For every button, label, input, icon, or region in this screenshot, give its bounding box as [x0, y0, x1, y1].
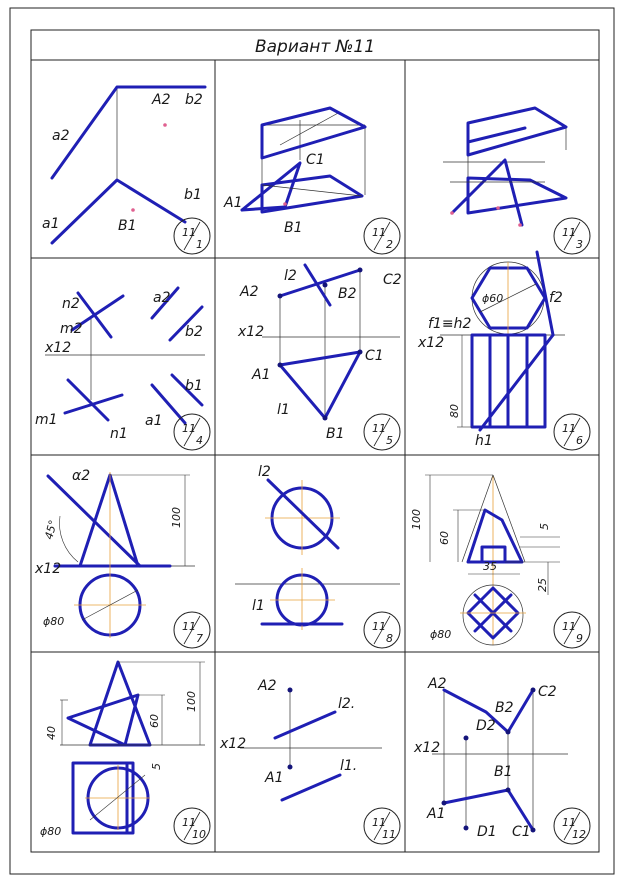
label-x12: x12 [418, 335, 445, 351]
svg-text:4: 4 [196, 434, 203, 447]
label-a1: a1 [145, 413, 163, 429]
svg-text:7: 7 [196, 632, 203, 645]
problem-10 [40, 662, 205, 838]
label-f1h2: f1≡h2 [428, 316, 472, 332]
dim-d80: ϕ80 [430, 628, 452, 641]
label-l1: l1. [340, 758, 358, 774]
dim-35: 35 [483, 560, 497, 573]
label-D2: D2 [476, 718, 496, 734]
svg-text:11: 11 [182, 226, 196, 239]
label-B1: B1 [118, 218, 137, 234]
badge-1 [174, 218, 210, 254]
badge-10 [174, 808, 210, 844]
label-A1: A1 [265, 770, 284, 786]
label-m1: m1 [35, 412, 58, 428]
badge-3 [554, 218, 590, 254]
label-a1: a1 [42, 216, 60, 232]
svg-text:11: 11 [372, 226, 386, 239]
label-B1: B1 [494, 764, 513, 780]
svg-text:11: 11 [562, 422, 576, 435]
svg-text:11: 11 [182, 620, 196, 633]
label-A2: A2 [152, 92, 171, 108]
problem-9 [410, 475, 560, 645]
problem-7 [34, 468, 195, 638]
label-C1: C1 [512, 824, 531, 840]
label-C1: C1 [365, 348, 384, 364]
svg-text:11: 11 [562, 816, 576, 829]
label-A2: A2 [428, 676, 447, 692]
svg-text:1: 1 [196, 238, 203, 251]
label-B2: B2 [338, 286, 357, 302]
badge-11 [364, 808, 400, 844]
label-x12: x12 [238, 324, 265, 340]
label-l1: l1 [277, 402, 290, 418]
svg-text:8: 8 [386, 632, 393, 645]
label-h1: h1 [475, 433, 493, 449]
dim-25: 25 [536, 578, 549, 592]
svg-text:11: 11 [562, 226, 576, 239]
dim-angle: 45° [42, 518, 60, 541]
label-alpha2: α2 [72, 468, 91, 484]
dim-5: 5 [538, 523, 551, 530]
badge-5 [364, 414, 400, 450]
dim-60: 60 [148, 714, 161, 728]
label-a2: a2 [52, 128, 70, 144]
dim-d80: ϕ80 [40, 825, 62, 838]
label-l2: l2 [258, 464, 271, 480]
label-x12: x12 [220, 736, 247, 752]
label-n1: n1 [110, 426, 128, 442]
label-B1: B1 [326, 426, 345, 442]
svg-text:10: 10 [192, 828, 206, 841]
problem-1 [42, 87, 205, 243]
svg-text:11: 11 [372, 816, 386, 829]
svg-text:3: 3 [576, 238, 583, 251]
sheet-title: Вариант №11 [254, 37, 376, 57]
label-n2: n2 [62, 296, 80, 312]
label-b1: b1 [185, 378, 203, 394]
svg-text:9: 9 [576, 632, 583, 645]
label-C2: C2 [383, 272, 402, 288]
badge-7 [174, 612, 210, 648]
svg-text:2: 2 [386, 238, 393, 251]
problem-8 [235, 464, 400, 630]
label-B2: B2 [495, 700, 514, 716]
svg-text:6: 6 [576, 434, 583, 447]
svg-text:5: 5 [386, 434, 393, 447]
label-b2: b2 [185, 324, 203, 340]
dim-5: 5 [150, 763, 163, 770]
label-C2: C2 [538, 684, 557, 700]
label-f2: f2 [549, 290, 563, 306]
badge-9 [554, 612, 590, 648]
problem-11 [219, 678, 382, 800]
label-a2: a2 [153, 290, 171, 306]
dim-60: 60 [438, 531, 451, 545]
problem-12 [413, 676, 568, 840]
svg-text:11: 11 [182, 816, 196, 829]
dim-100: 100 [185, 691, 198, 712]
label-l1: l1 [252, 598, 265, 614]
dim-100: 100 [410, 509, 423, 530]
label-C1: C1 [306, 152, 325, 168]
svg-text:11: 11 [372, 422, 386, 435]
label-l2: l2. [338, 696, 356, 712]
dim-40: 40 [45, 726, 58, 740]
label-A2: A2 [258, 678, 277, 694]
dim-d60: ϕ60 [482, 292, 504, 305]
problem-3 [443, 108, 566, 227]
svg-text:12: 12 [572, 828, 586, 841]
dim-80: 80 [448, 404, 461, 418]
dim-d80: ϕ80 [43, 615, 65, 628]
problem-2 [223, 108, 365, 236]
svg-text:11: 11 [372, 620, 386, 633]
label-x12: x12 [45, 340, 72, 356]
label-B1: B1 [284, 220, 303, 236]
label-D1: D1 [477, 824, 497, 840]
label-A1: A1 [427, 806, 446, 822]
label-x12: x12 [35, 561, 62, 577]
svg-text:11: 11 [182, 422, 196, 435]
label-A2: A2 [240, 284, 259, 300]
label-x12: x12 [414, 740, 441, 756]
label-b1: b1 [184, 187, 202, 203]
badge-12 [554, 808, 590, 844]
svg-text:11: 11 [382, 828, 396, 841]
label-b2: b2 [185, 92, 203, 108]
label-l2: l2 [284, 268, 297, 284]
badge-2 [364, 218, 400, 254]
label-A1: A1 [224, 195, 243, 211]
dim-100: 100 [170, 507, 183, 528]
svg-text:11: 11 [562, 620, 576, 633]
label-m2: m2 [60, 321, 83, 337]
badge-4 [174, 414, 210, 450]
problem-5 [237, 265, 402, 442]
problem-6 [417, 252, 565, 449]
badge-6 [554, 414, 590, 450]
label-A1: A1 [252, 367, 271, 383]
badge-8 [364, 612, 400, 648]
